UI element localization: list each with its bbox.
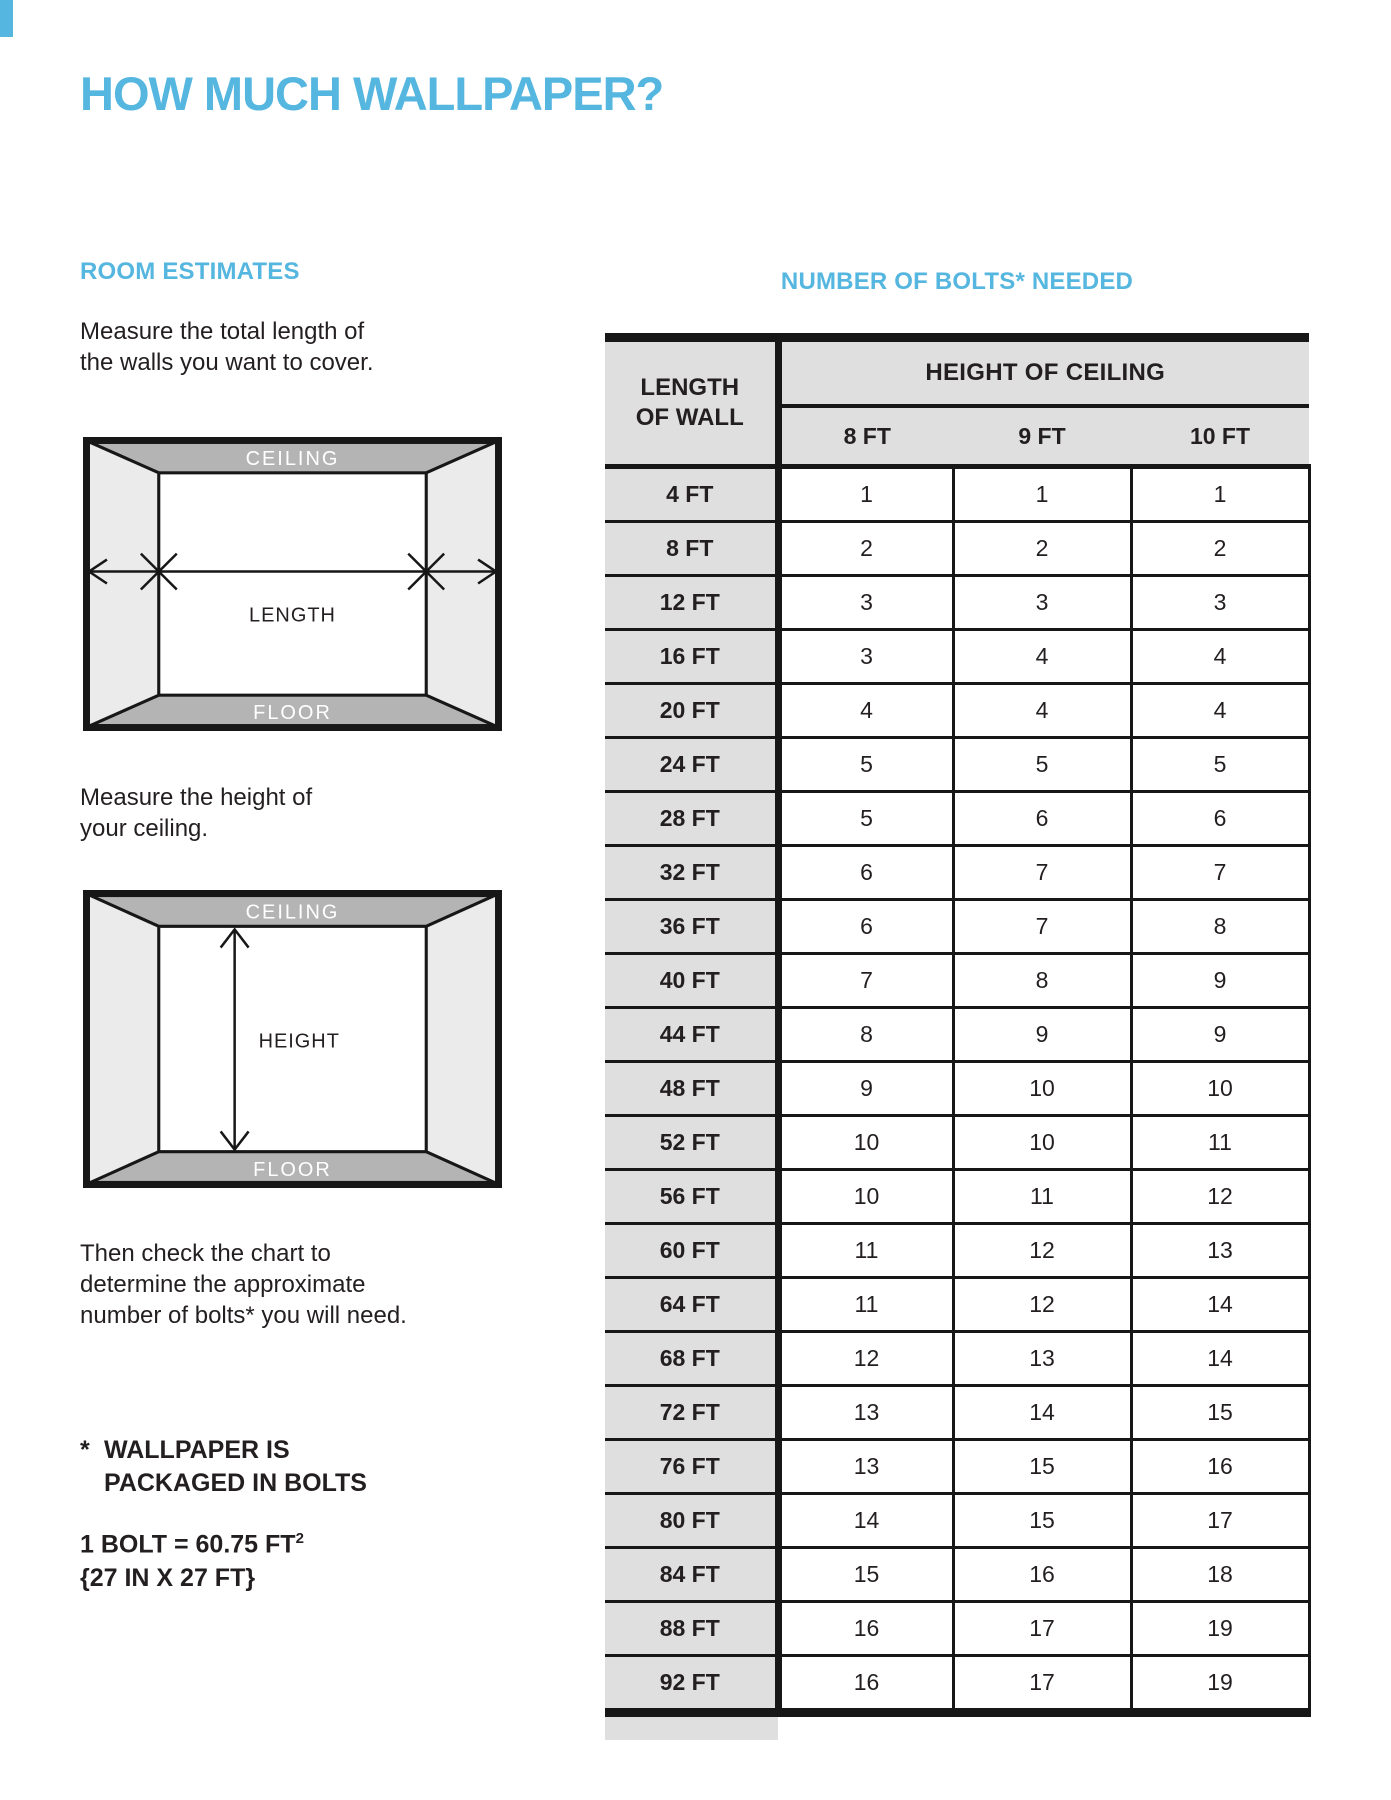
bolt-count-cell: 3 [953, 576, 1131, 630]
bolt-count-cell: 9 [1131, 1008, 1309, 1062]
wallpaper-bolts-footnote [80, 1434, 367, 1500]
bolt-count-cell: 7 [778, 954, 953, 1008]
bolt-dimensions: {27 IN X 27 FT} [80, 1564, 256, 1593]
bolt-count-cell: 10 [953, 1116, 1131, 1170]
bolt-count-cell: 2 [1131, 522, 1309, 576]
table-row [605, 1548, 1309, 1602]
bolt-equation-text: 1 BOLT = 60.75 FT [80, 1530, 296, 1559]
bolt-count-cell: 10 [953, 1062, 1131, 1116]
bolt-count-cell: 7 [953, 900, 1131, 954]
bolt-count-cell: 10 [778, 1170, 953, 1224]
bolt-size-info [80, 1522, 304, 1595]
bolt-count-cell: 10 [778, 1116, 953, 1170]
wall-length-label: 16 FT [605, 630, 778, 684]
bolt-count-cell: 4 [1131, 684, 1309, 738]
bolt-count-cell: 3 [1131, 576, 1309, 630]
bolt-count-cell: 13 [778, 1386, 953, 1440]
wall-length-label: 60 FT [605, 1224, 778, 1278]
table-row [605, 1116, 1309, 1170]
instruction-line: Measure the height of [80, 784, 313, 811]
bolt-count-cell: 6 [778, 900, 953, 954]
height-label: HEIGHT [258, 1030, 340, 1053]
wall-length-label: 88 FT [605, 1602, 778, 1656]
floor-label: FLOOR [253, 1158, 332, 1181]
bolt-count-cell: 5 [778, 792, 953, 846]
length-label: LENGTH [249, 604, 336, 627]
row-group-header-line: LENGTH [640, 374, 740, 401]
bolt-count-cell: 11 [778, 1278, 953, 1332]
bolt-count-cell: 7 [953, 846, 1131, 900]
left-wall [87, 894, 159, 1184]
bolt-count-cell: 6 [1131, 792, 1309, 846]
column-header-9ft: 9 FT [953, 406, 1131, 467]
bolt-count-cell: 13 [953, 1332, 1131, 1386]
column-header-8ft: 8 FT [778, 406, 953, 467]
bolt-count-cell: 19 [1131, 1656, 1309, 1713]
bolts-table [605, 333, 1311, 1717]
floor-label: FLOOR [253, 702, 332, 725]
bolt-count-cell: 4 [1131, 630, 1309, 684]
bolt-count-cell: 9 [953, 1008, 1131, 1062]
bolts-table-container [605, 333, 1311, 1740]
bolt-count-cell: 12 [953, 1224, 1131, 1278]
instruction-line: Then check the chart to [80, 1240, 331, 1267]
bolt-count-cell: 3 [778, 630, 953, 684]
wall-length-label: 68 FT [605, 1332, 778, 1386]
footnote-text [104, 1434, 367, 1500]
bolt-count-cell: 9 [778, 1062, 953, 1116]
wall-length-label: 20 FT [605, 684, 778, 738]
ceiling-label: CEILING [245, 447, 340, 470]
bolt-count-cell: 18 [1131, 1548, 1309, 1602]
bolt-count-cell: 8 [1131, 900, 1309, 954]
bolt-count-cell: 17 [1131, 1494, 1309, 1548]
wall-length-label: 36 FT [605, 900, 778, 954]
table-row [605, 738, 1309, 792]
right-wall [426, 894, 498, 1184]
wall-length-label: 52 FT [605, 1116, 778, 1170]
bolt-count-cell: 4 [953, 630, 1131, 684]
table-header-row [605, 338, 1309, 407]
wall-length-label: 56 FT [605, 1170, 778, 1224]
wall-length-label: 12 FT [605, 576, 778, 630]
bolt-count-cell: 12 [1131, 1170, 1309, 1224]
bolt-count-cell: 17 [953, 1656, 1131, 1713]
back-wall [159, 473, 426, 695]
instruction-line: the walls you want to cover. [80, 349, 374, 376]
bolt-count-cell: 6 [953, 792, 1131, 846]
column-group-header: HEIGHT OF CEILING [778, 338, 1309, 407]
bolt-count-cell: 6 [778, 846, 953, 900]
footnote-line: PACKAGED IN BOLTS [104, 1469, 367, 1497]
corner-accent-mark [0, 0, 13, 37]
bolt-count-cell: 17 [953, 1602, 1131, 1656]
bolt-count-cell: 5 [1131, 738, 1309, 792]
instruction-line: Measure the total length of [80, 318, 365, 345]
bolt-count-cell: 15 [1131, 1386, 1309, 1440]
bolt-count-cell: 16 [778, 1656, 953, 1713]
table-row [605, 630, 1309, 684]
table-row [605, 684, 1309, 738]
bolt-count-cell: 8 [778, 1008, 953, 1062]
bolt-count-cell: 3 [778, 576, 953, 630]
instruction-measure-height [80, 782, 312, 844]
bolt-equation [80, 1522, 304, 1561]
table-row [605, 1170, 1309, 1224]
table-row [605, 1062, 1309, 1116]
table-row [605, 1656, 1309, 1713]
table-row [605, 1224, 1309, 1278]
bolt-count-cell: 14 [778, 1494, 953, 1548]
table-footer-stub [605, 1717, 778, 1740]
wall-length-label: 28 FT [605, 792, 778, 846]
bolt-count-cell: 2 [778, 522, 953, 576]
table-row [605, 1494, 1309, 1548]
wall-length-label: 80 FT [605, 1494, 778, 1548]
wall-length-label: 8 FT [605, 522, 778, 576]
wall-length-label: 72 FT [605, 1386, 778, 1440]
bolt-count-cell: 1 [778, 467, 953, 522]
table-row [605, 467, 1309, 522]
bolt-count-cell: 8 [953, 954, 1131, 1008]
page-title: HOW MUCH WALLPAPER? [80, 67, 664, 120]
table-row [605, 576, 1309, 630]
bolt-count-cell: 10 [1131, 1062, 1309, 1116]
bolt-count-cell: 16 [1131, 1440, 1309, 1494]
table-row [605, 1386, 1309, 1440]
bolt-count-cell: 4 [778, 684, 953, 738]
bolt-count-cell: 11 [1131, 1116, 1309, 1170]
bolt-count-cell: 1 [1131, 467, 1309, 522]
room-height-diagram [83, 890, 502, 1188]
bolts-table-body [605, 467, 1309, 1713]
instruction-check-chart [80, 1238, 407, 1331]
bolt-count-cell: 9 [1131, 954, 1309, 1008]
instruction-measure-length [80, 316, 373, 378]
table-row [605, 954, 1309, 1008]
ceiling-label: CEILING [245, 901, 340, 924]
wall-length-label: 24 FT [605, 738, 778, 792]
wall-length-label: 76 FT [605, 1440, 778, 1494]
instruction-line: determine the approximate [80, 1271, 366, 1298]
bolt-count-cell: 5 [778, 738, 953, 792]
bolt-count-cell: 11 [953, 1170, 1131, 1224]
table-row [605, 792, 1309, 846]
wall-length-label: 92 FT [605, 1656, 778, 1713]
bolt-count-cell: 13 [1131, 1224, 1309, 1278]
table-row [605, 1332, 1309, 1386]
table-row [605, 522, 1309, 576]
bolt-count-cell: 16 [953, 1548, 1131, 1602]
bolt-count-cell: 2 [953, 522, 1131, 576]
bolt-count-cell: 1 [953, 467, 1131, 522]
room-length-diagram [83, 437, 502, 731]
wall-length-label: 44 FT [605, 1008, 778, 1062]
wall-length-label: 32 FT [605, 846, 778, 900]
wall-length-label: 84 FT [605, 1548, 778, 1602]
table-row [605, 900, 1309, 954]
bolt-count-cell: 12 [778, 1332, 953, 1386]
bolt-count-cell: 12 [953, 1278, 1131, 1332]
footnote-line: WALLPAPER IS [104, 1436, 290, 1464]
wall-length-label: 48 FT [605, 1062, 778, 1116]
bolt-count-cell: 11 [778, 1224, 953, 1278]
table-row [605, 1602, 1309, 1656]
row-group-header [605, 338, 778, 467]
asterisk: * [80, 1436, 90, 1464]
bolt-count-cell: 13 [778, 1440, 953, 1494]
bolt-count-cell: 14 [953, 1386, 1131, 1440]
bolt-count-cell: 19 [1131, 1602, 1309, 1656]
bolt-count-cell: 14 [1131, 1278, 1309, 1332]
wall-length-label: 64 FT [605, 1278, 778, 1332]
table-row [605, 1008, 1309, 1062]
bolt-count-cell: 15 [953, 1440, 1131, 1494]
bolts-table-heading: NUMBER OF BOLTS* NEEDED [780, 268, 1134, 295]
bolt-count-cell: 4 [953, 684, 1131, 738]
row-group-header-line: OF WALL [635, 404, 744, 431]
bolt-count-cell: 16 [778, 1602, 953, 1656]
bolt-count-cell: 7 [1131, 846, 1309, 900]
bolt-count-cell: 15 [953, 1494, 1131, 1548]
bolt-count-cell: 14 [1131, 1332, 1309, 1386]
bolt-count-cell: 15 [778, 1548, 953, 1602]
instruction-line: your ceiling. [80, 815, 209, 842]
room-estimates-heading: ROOM ESTIMATES [80, 258, 300, 285]
column-header-10ft: 10 FT [1131, 406, 1309, 467]
wall-length-label: 4 FT [605, 467, 778, 522]
table-row [605, 846, 1309, 900]
wall-length-label: 40 FT [605, 954, 778, 1008]
table-row [605, 1278, 1309, 1332]
bolt-equation-exponent: 2 [295, 1530, 304, 1547]
table-row [605, 1440, 1309, 1494]
bolt-count-cell: 5 [953, 738, 1131, 792]
instruction-line: number of bolts* you will need. [80, 1302, 407, 1329]
